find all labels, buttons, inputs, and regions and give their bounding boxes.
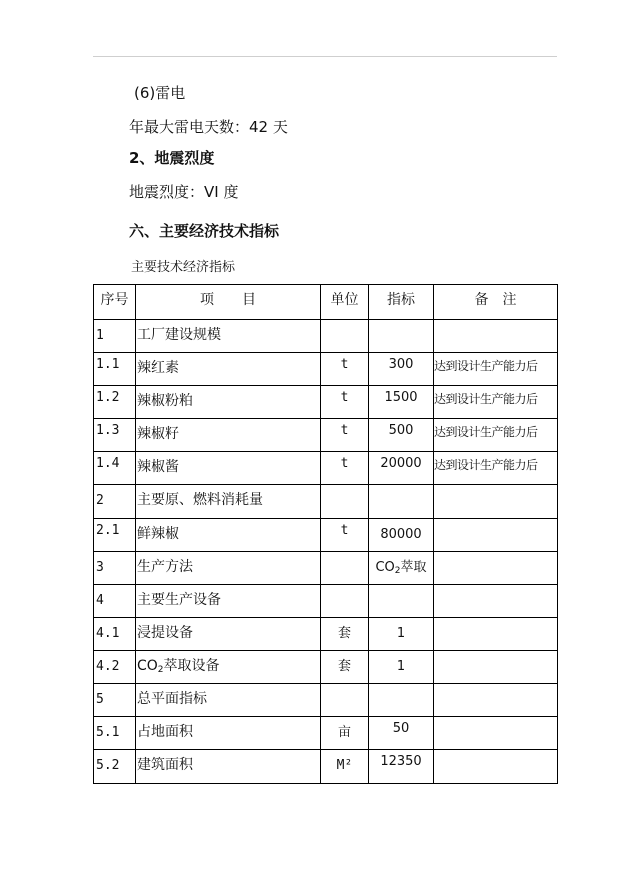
cell-item: 鲜辣椒 [136, 519, 321, 552]
cell-note: 达到设计生产能力后 [434, 452, 558, 485]
thunder-days-text: 年最大雷电天数：42 天 [129, 118, 288, 136]
cell-unit: t [321, 519, 369, 552]
cell-unit: t [321, 353, 369, 386]
main-heading: 六、主要经济技术指标 [129, 222, 280, 240]
header-unit: 单位 [321, 285, 369, 320]
cell-item: 占地面积 [136, 717, 321, 750]
cell-note [434, 320, 558, 353]
cell-value [369, 684, 434, 717]
cell-unit: t [321, 386, 369, 419]
cell-item: 辣椒酱 [136, 452, 321, 485]
table-row [94, 552, 558, 585]
cell-value: 1500 [369, 386, 434, 419]
table-row [94, 717, 558, 750]
table-row [94, 419, 558, 452]
cell-seq: 4.2 [94, 651, 136, 684]
table-row [94, 353, 558, 386]
header-item: 项 目 [136, 285, 321, 320]
cell-note [434, 651, 558, 684]
co2-prefix: CO [375, 560, 395, 575]
cell-seq: 2 [94, 485, 136, 519]
cell-item: 辣椒籽 [136, 419, 321, 452]
cell-unit: t [321, 419, 369, 452]
cell-seq: 5.1 [94, 717, 136, 750]
cell-value [369, 585, 434, 618]
seismic-text: 地震烈度：VI 度 [129, 183, 239, 201]
cell-unit: 亩 [321, 717, 369, 750]
cell-note [434, 717, 558, 750]
cell-note: 达到设计生产能力后 [434, 353, 558, 386]
table-row [94, 386, 558, 419]
cell-value: 80000 [369, 519, 434, 552]
cell-unit [321, 552, 369, 585]
section-6-label: (6)雷电 [134, 84, 186, 102]
cell-item-co2 [136, 651, 321, 684]
cell-unit [321, 485, 369, 519]
cell-note [434, 552, 558, 585]
cell-value: 20000 [369, 452, 434, 485]
cell-unit: 套 [321, 651, 369, 684]
cell-seq: 5 [94, 684, 136, 717]
cell-note [434, 684, 558, 717]
cell-seq: 1.1 [94, 353, 136, 386]
table-caption: 主要技术经济指标 [131, 260, 236, 275]
cell-value-co2 [369, 552, 434, 585]
cell-item: 主要生产设备 [136, 585, 321, 618]
cell-value: 300 [369, 353, 434, 386]
cell-unit [321, 684, 369, 717]
co2-suffix: 萃取 [400, 560, 427, 575]
table-row [94, 320, 558, 353]
co2-subscript: 2 [394, 566, 401, 576]
cell-seq: 4.1 [94, 618, 136, 651]
cell-unit: t [321, 452, 369, 485]
cell-value: 12350 [369, 750, 434, 784]
cell-unit: M² [321, 750, 369, 784]
cell-seq: 1.3 [94, 419, 136, 452]
table-row [94, 485, 558, 519]
cell-note [434, 618, 558, 651]
cell-note: 达到设计生产能力后 [434, 419, 558, 452]
table-row [94, 585, 558, 618]
cell-seq: 1.4 [94, 452, 136, 485]
header-note: 备 注 [434, 285, 558, 320]
cell-value [369, 485, 434, 519]
cell-note [434, 519, 558, 552]
cell-item: 生产方法 [136, 552, 321, 585]
cell-item: 辣红素 [136, 353, 321, 386]
cell-item: 工厂建设规模 [136, 320, 321, 353]
cell-item: 建筑面积 [136, 750, 321, 784]
cell-unit: 套 [321, 618, 369, 651]
table-header-row [94, 285, 558, 320]
page-header-rule [93, 56, 557, 57]
seismic-heading: 2、地震烈度 [129, 149, 215, 167]
cell-seq: 1.2 [94, 386, 136, 419]
header-seq: 序号 [94, 285, 136, 320]
co2-prefix: CO [137, 658, 158, 674]
header-value: 指标 [369, 285, 434, 320]
cell-note [434, 585, 558, 618]
cell-value: 500 [369, 419, 434, 452]
cell-item: 总平面指标 [136, 684, 321, 717]
cell-value: 1 [369, 651, 434, 684]
cell-note [434, 485, 558, 519]
cell-seq: 4 [94, 585, 136, 618]
cell-item: 辣椒粉粕 [136, 386, 321, 419]
cell-note: 达到设计生产能力后 [434, 386, 558, 419]
cell-value [369, 320, 434, 353]
cell-value: 1 [369, 618, 434, 651]
table-row [94, 684, 558, 717]
cell-seq: 1 [94, 320, 136, 353]
co2-subscript: 2 [157, 665, 164, 675]
table-row [94, 618, 558, 651]
table-row [94, 452, 558, 485]
table-row [94, 651, 558, 684]
cell-value: 50 [369, 717, 434, 750]
cell-unit [321, 585, 369, 618]
cell-seq: 5.2 [94, 750, 136, 784]
indicators-table [93, 284, 558, 784]
cell-item: 浸提设备 [136, 618, 321, 651]
table-row [94, 750, 558, 784]
cell-item: 主要原、燃料消耗量 [136, 485, 321, 519]
cell-note [434, 750, 558, 784]
cell-seq: 3 [94, 552, 136, 585]
co2-suffix: 萃取设备 [163, 658, 220, 674]
table-row [94, 519, 558, 552]
cell-seq: 2.1 [94, 519, 136, 552]
cell-unit [321, 320, 369, 353]
